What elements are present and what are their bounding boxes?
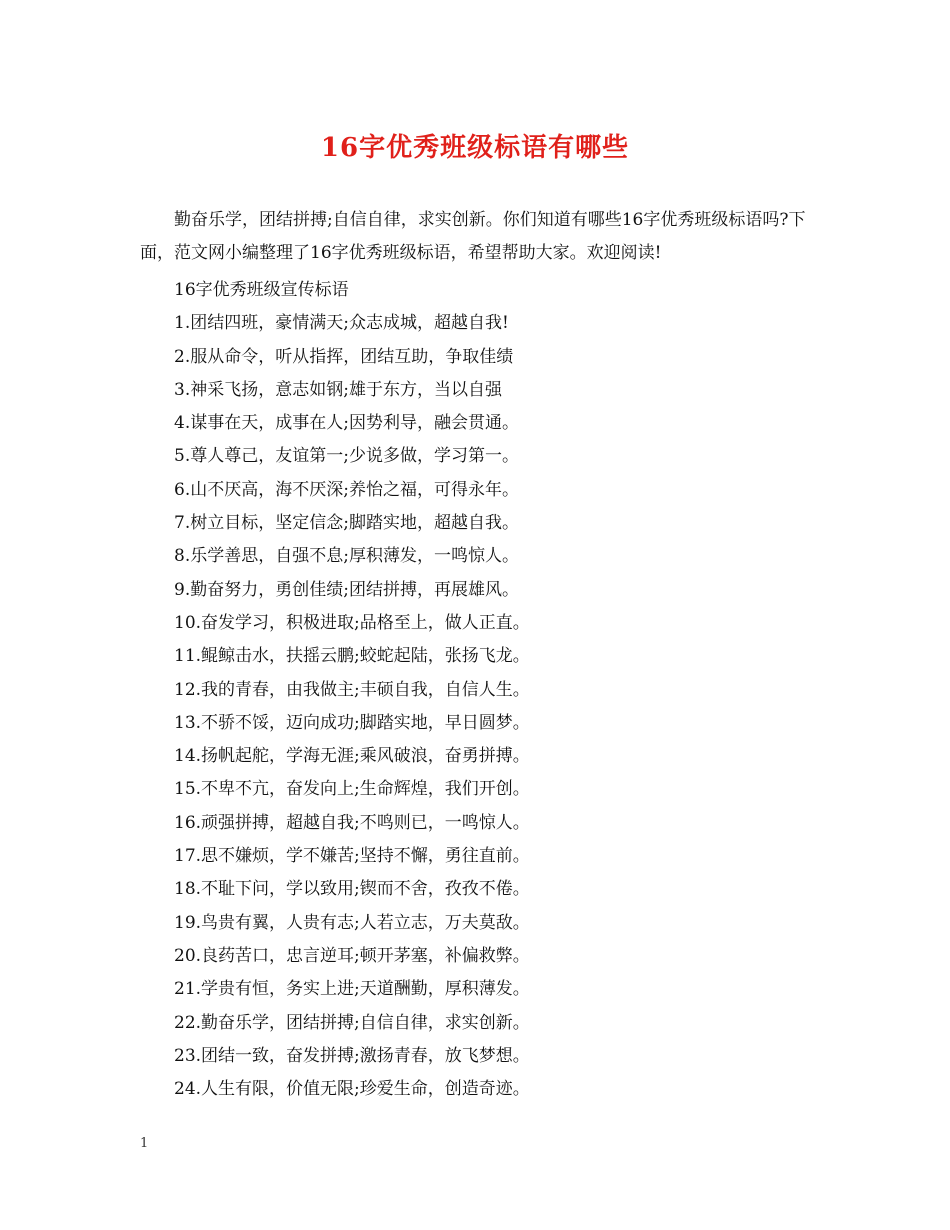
slogan-item: 11.鲲鲸击水，扶摇云鹏;蛟蛇起陆，张扬飞龙。: [174, 646, 530, 667]
slogan-item: 9.勤奋努力，勇创佳绩;团结拼搏，再展雄风。: [174, 579, 519, 600]
slogan-item: 16.顽强拼搏，超越自我;不鸣则已，一鸣惊人。: [174, 812, 530, 833]
slogan-item: 24.人生有限，价值无限;珍爱生命，创造奇迹。: [174, 1079, 530, 1100]
slogan-item: 22.勤奋乐学，团结拼搏;自信自律，求实创新。: [174, 1012, 530, 1033]
slogan-item: 14.扬帆起舵，学海无涯;乘风破浪，奋勇拼搏。: [174, 746, 530, 767]
page-title: 16字优秀班级标语有哪些: [320, 133, 630, 163]
slogan-item: 19.鸟贵有翼，人贵有志;人若立志，万夫莫敌。: [174, 912, 530, 933]
slogan-item: 18.不耻下问，学以致用;锲而不舍，孜孜不倦。: [174, 879, 530, 900]
slogan-item: 4.谋事在天，成事在人;因势利导，融会贯通。: [174, 413, 519, 434]
slogan-item: 21.学贵有恒，务实上进;天道酬勤，厚积薄发。: [174, 979, 530, 1000]
slogan-item: 10.奋发学习，积极进取;品格至上，做人正直。: [174, 612, 530, 633]
slogan-item: 20.良药苦口，忠言逆耳;顿开茅塞，补偏救弊。: [174, 945, 530, 966]
slogan-item: 8.乐学善思，自强不息;厚积薄发，一鸣惊人。: [174, 546, 519, 567]
slogan-item: 7.树立目标，坚定信念;脚踏实地，超越自我。: [174, 513, 519, 534]
slogan-item: 1.团结四班，豪情满天;众志成城，超越自我!: [174, 313, 509, 334]
slogan-item: 17.思不嫌烦，学不嫌苦;坚持不懈，勇往直前。: [174, 846, 530, 867]
slogan-item: 5.尊人尊己，友谊第一;少说多做，学习第一。: [174, 446, 519, 467]
slogan-item: 3.神采飞扬，意志如钢;雄于东方，当以自强: [174, 379, 502, 400]
slogan-item: 23.团结一致，奋发拼搏;激扬青春，放飞梦想。: [174, 1045, 530, 1066]
intro-paragraph: 勤奋乐学，团结拼搏;自信自律，求实创新。你们知道有哪些16字优秀班级标语吗?下面，范文网小编整理了16字优秀班级标语，希望帮助大家。欢迎阅读!: [140, 210, 806, 263]
section-heading: 16字优秀班级宣传标语: [174, 280, 349, 300]
page-number: 1: [140, 1136, 149, 1151]
slogan-item: 2.服从命令，听从指挥，团结互助，争取佳绩: [174, 346, 514, 367]
slogan-item: 15.不卑不亢，奋发向上;生命辉煌，我们开创。: [174, 779, 530, 800]
slogan-item: 13.不骄不馁，迈向成功;脚踏实地，早日圆梦。: [174, 712, 530, 733]
slogan-item: 6.山不厌高，海不厌深;养怡之福，可得永年。: [174, 479, 519, 500]
slogan-item: 12.我的青春，由我做主;丰硕自我，自信人生。: [174, 679, 530, 700]
slogan-list: [174, 274, 814, 1106]
